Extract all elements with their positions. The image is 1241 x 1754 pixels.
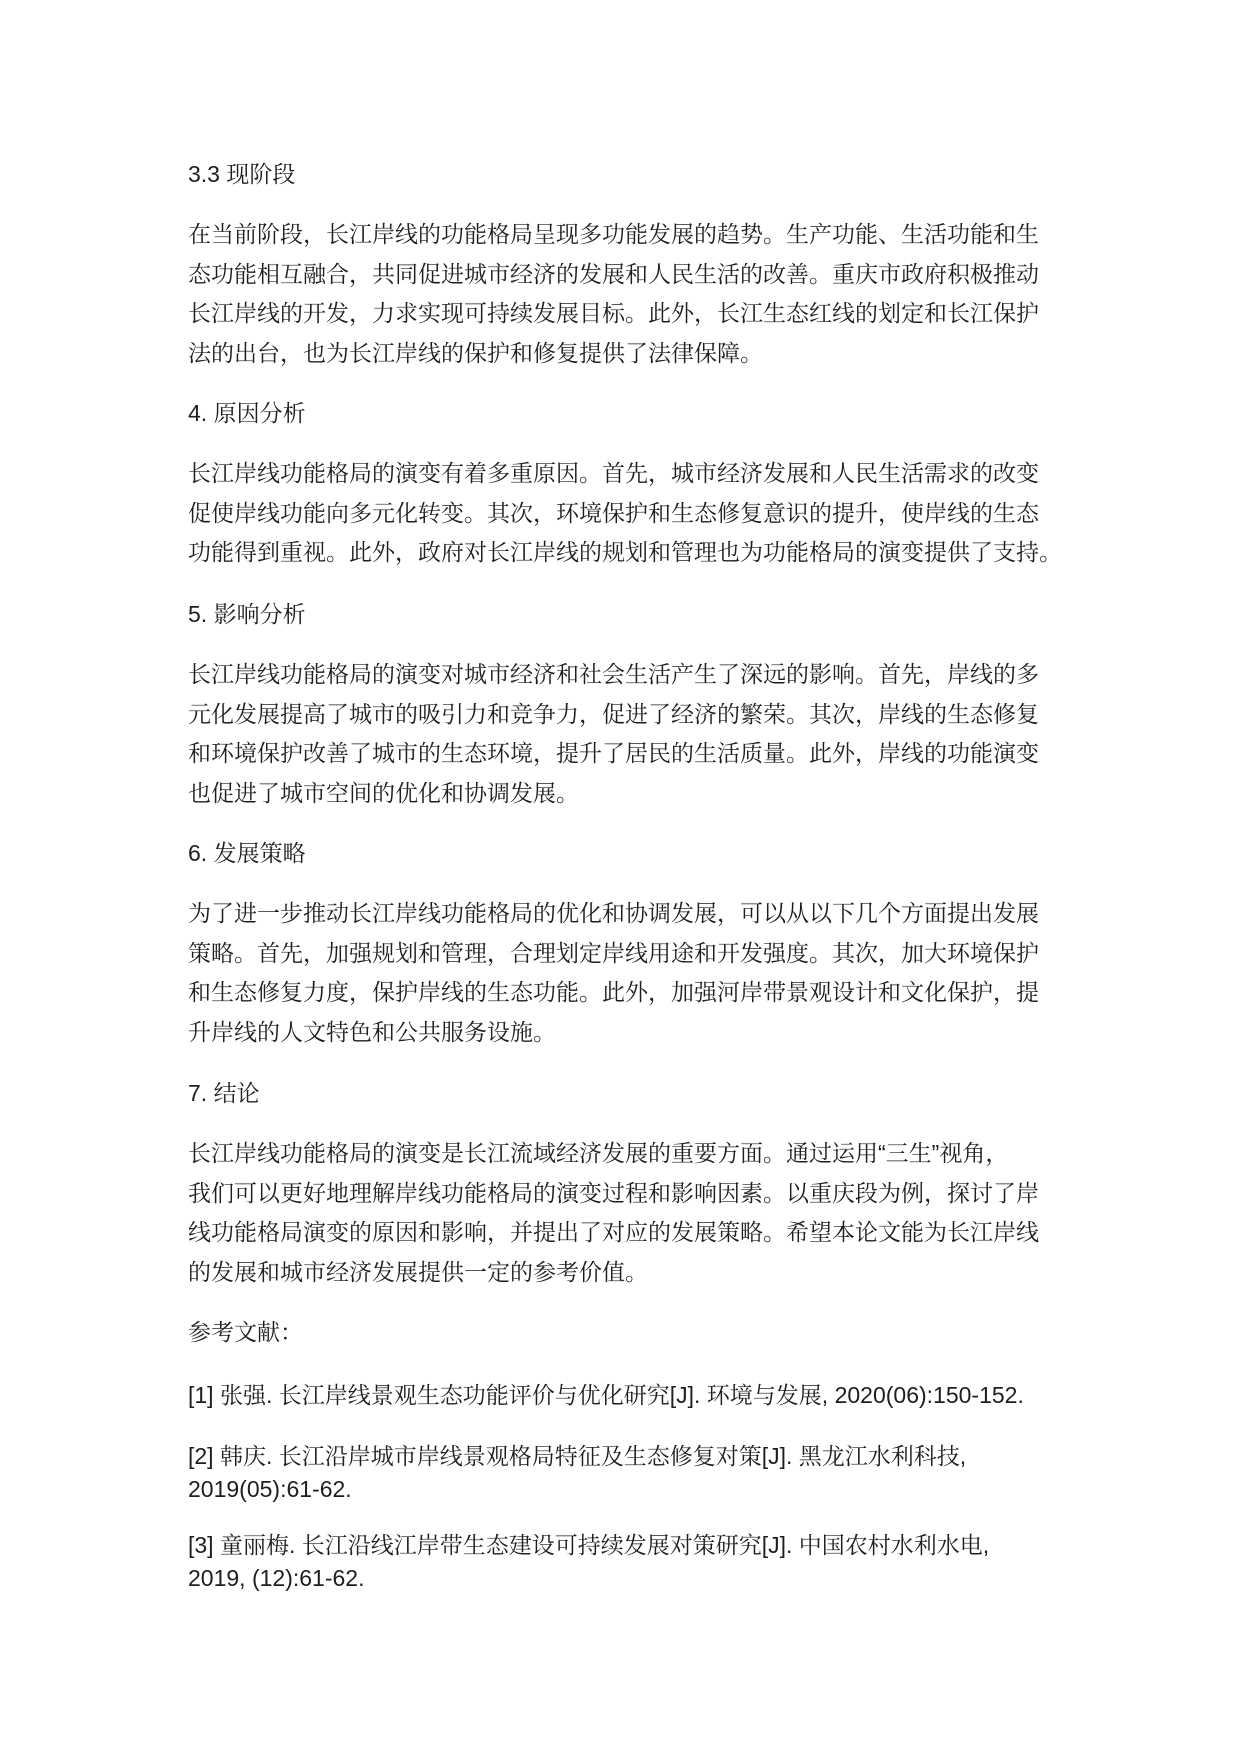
reference-line: [1] 张强. 长江岸线景观生态功能评价与优化研究[J]. 环境与发展, 2020(06):150-152. xyxy=(188,1382,1024,1408)
paragraph xyxy=(188,454,1062,573)
reference-item xyxy=(188,1440,966,1506)
paragraph-line: 和生态修复力度，保护岸线的生态功能。此外，加强河岸带景观设计和文化保护，提 xyxy=(188,979,1039,1005)
reference-item xyxy=(188,1379,1024,1412)
paragraph-line: 和环境保护改善了城市的生态环境，提升了居民的生活质量。此外，岸线的功能演变 xyxy=(188,740,1039,766)
section-heading-text: 4. 原因分析 xyxy=(188,400,306,426)
paragraph-line: 也促进了城市空间的优化和协调发展。 xyxy=(188,779,579,806)
references-heading-text: 参考文献： xyxy=(188,1319,303,1345)
paragraph-line: 元化发展提高了城市的吸引力和竞争力，促进了经济的繁荣。其次，岸线的生态修复 xyxy=(188,700,1039,727)
section-heading-text: 5. 影响分析 xyxy=(188,601,306,627)
paragraph-line: 我们可以更好地理解岸线功能格局的演变过程和影响因素。以重庆段为例，探讨了岸 xyxy=(188,1179,1039,1206)
paragraph-line: 长江岸线的开发，力求实现可持续发展目标。此外，长江生态红线的划定和长江保护 xyxy=(188,300,1039,326)
paragraph-line: 态功能相互融合，共同促进城市经济的发展和人民生活的改善。重庆市政府积极推动 xyxy=(188,260,1039,287)
section-heading-text: 3.3 现阶段 xyxy=(188,161,296,187)
paragraph-line: 长江岸线功能格局的演变是长江流域经济发展的重要方面。通过运用“三生”视角， xyxy=(188,1140,1009,1166)
section-heading-text: 6. 发展策略 xyxy=(188,840,306,866)
paragraph-line: 在当前阶段，长江岸线的功能格局呈现多功能发展的趋势。生产功能、生活功能和生 xyxy=(188,221,1039,247)
reference-line: [3] 童丽梅. 长江沿线江岸带生态建设可持续发展对策研究[J]. 中国农村水利水电, xyxy=(188,1532,990,1558)
paragraph xyxy=(188,1134,1039,1292)
paragraph-line: 的发展和城市经济发展提供一定的参考价值。 xyxy=(188,1258,648,1285)
paragraph-line: 策略。首先，加强规划和管理，合理划定岸线用途和开发强度。其次，加大环境保护 xyxy=(188,939,1039,966)
section-heading xyxy=(188,1074,260,1114)
paragraph-line: 法的出台，也为长江岸线的保护和修复提供了法律保障。 xyxy=(188,339,763,366)
paragraph-line: 促使岸线功能向多元化转变。其次，环境保护和生态修复意识的提升，使岸线的生态 xyxy=(188,499,1039,526)
paragraph xyxy=(188,655,1039,813)
section-heading xyxy=(188,394,306,434)
paragraph-line: 线功能格局演变的原因和影响，并提出了对应的发展策略。希望本论文能为长江岸线 xyxy=(188,1219,1039,1245)
section-heading xyxy=(188,595,306,635)
paragraph-line: 功能得到重视。此外，政府对长江岸线的规划和管理也为功能格局的演变提供了支持。 xyxy=(188,539,1062,565)
paragraph xyxy=(188,215,1039,373)
paragraph-line: 长江岸线功能格局的演变有着多重原因。首先，城市经济发展和人民生活需求的改变 xyxy=(188,460,1039,486)
section-heading xyxy=(188,155,295,195)
reference-line: 2019(05):61-62. xyxy=(188,1476,352,1502)
paragraph-line: 升岸线的人文特色和公共服务设施。 xyxy=(188,1018,556,1045)
reference-line: 2019, (12):61-62. xyxy=(188,1565,365,1591)
reference-line: [2] 韩庆. 长江沿岸城市岸线景观格局特征及生态修复对策[J]. 黑龙江水利科技, xyxy=(188,1443,967,1469)
reference-item xyxy=(188,1529,989,1595)
references-heading xyxy=(188,1313,303,1353)
paragraph-line: 为了进一步推动长江岸线功能格局的优化和协调发展，可以从以下几个方面提出发展 xyxy=(188,900,1039,926)
paragraph-line: 长江岸线功能格局的演变对城市经济和社会生活产生了深远的影响。首先，岸线的多 xyxy=(188,661,1039,687)
section-heading-text: 7. 结论 xyxy=(188,1080,260,1106)
paragraph xyxy=(188,894,1039,1052)
section-heading xyxy=(188,834,306,874)
